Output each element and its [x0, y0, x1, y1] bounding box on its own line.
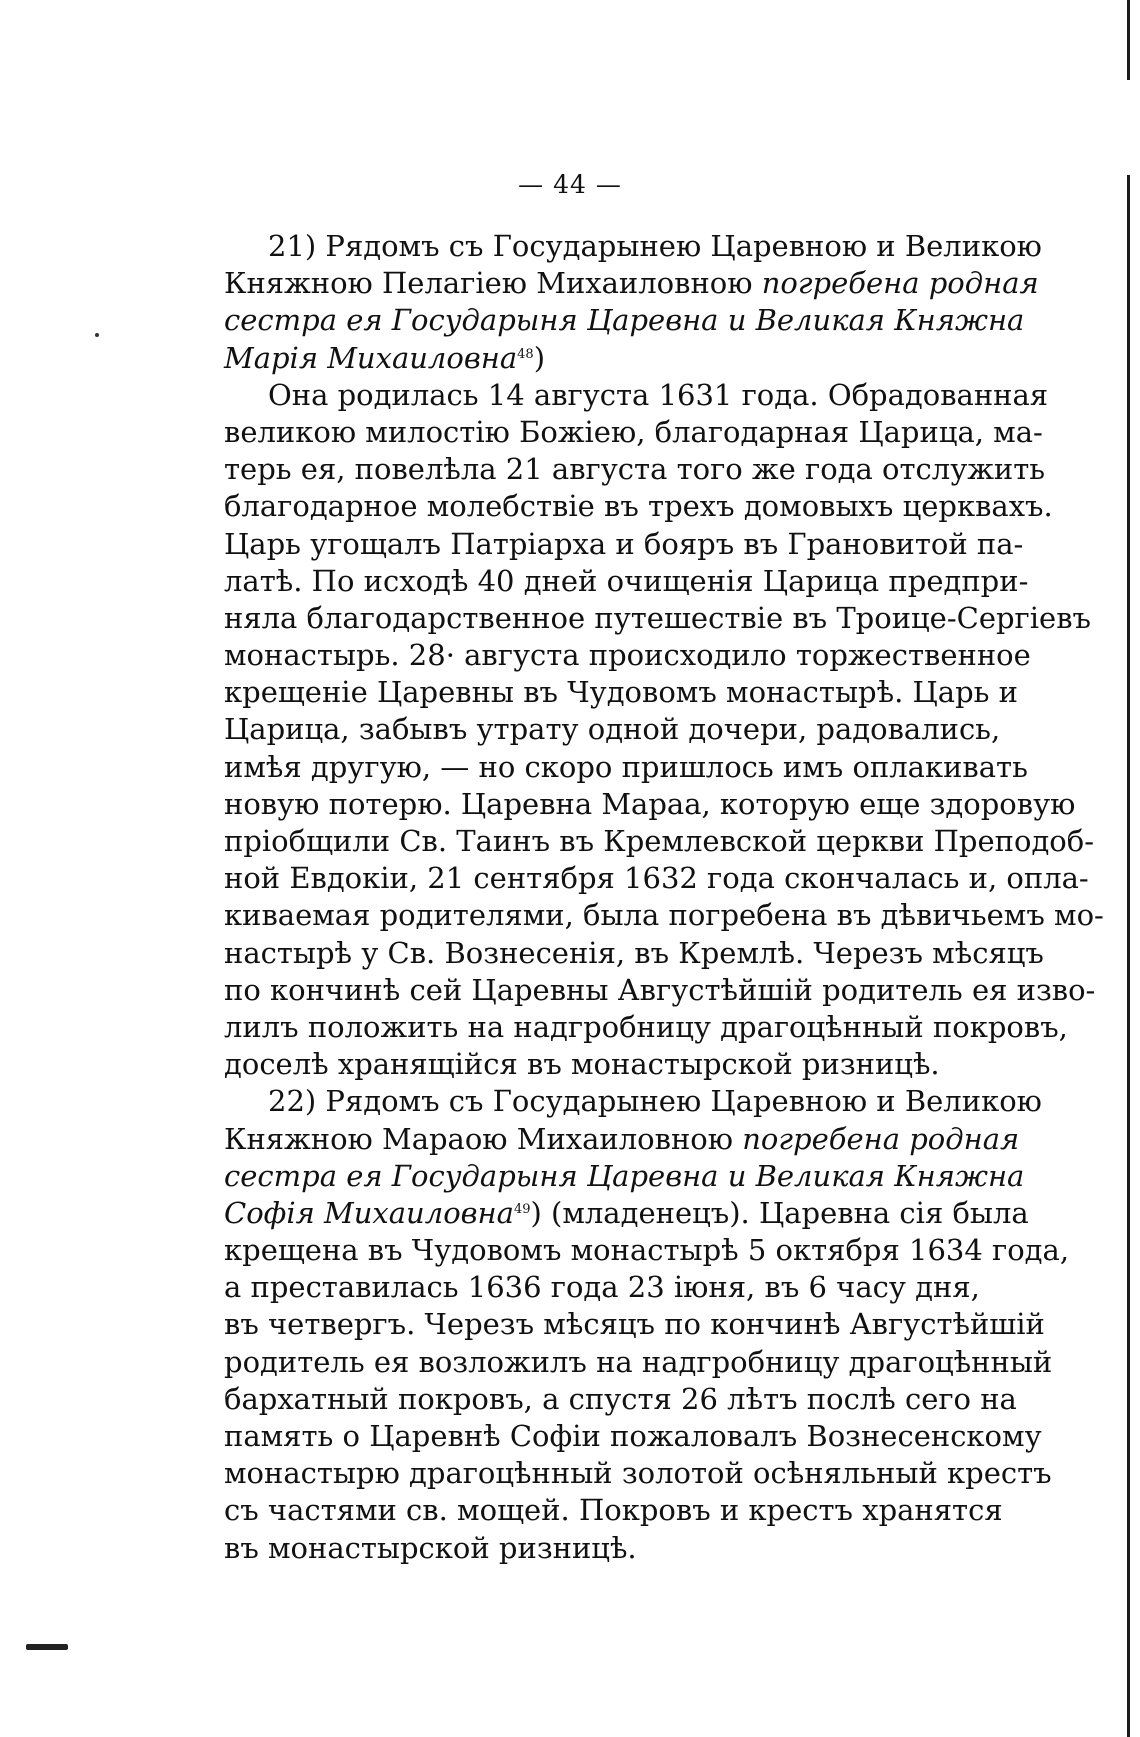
- text-line: [224, 302, 1025, 339]
- page-number: — 44 —: [518, 170, 622, 199]
- text-segment: въ четвергъ. Черезъ мѣсяцъ по кончинѣ Августѣйшій: [224, 1307, 1045, 1342]
- text-line: [224, 340, 960, 377]
- text-line: [224, 711, 1001, 748]
- page-edge-gap: [1127, 80, 1130, 175]
- text-segment: латѣ. По исходѣ 40 дней очищенія Царица предпри-: [224, 563, 1029, 598]
- text-segment: терь ея, повелѣла 21 августа того же года отслужить: [224, 452, 1046, 487]
- text-line: [224, 1492, 1003, 1529]
- text-line: [224, 1269, 980, 1306]
- text-segment: настырѣ у Св. Вознесенія, въ Кремлѣ. Черезъ мѣсяцъ: [224, 935, 1044, 970]
- text-line: [224, 377, 1049, 414]
- italic-segment: погребена родная: [742, 1121, 1020, 1156]
- text-line: [224, 1046, 960, 1083]
- text-line: [224, 935, 1044, 972]
- text-line: [224, 265, 1039, 302]
- text-segment: съ частями св. мощей. Покровъ и крестъ хранятся: [224, 1493, 1003, 1528]
- text-line: [224, 637, 1031, 674]
- text-segment: по кончинѣ сей Царевны Августѣйшій родитель ея изво-: [224, 972, 1096, 1007]
- text-column: [224, 228, 1104, 1567]
- text-segment: крещеніе Царевны въ Чудовомъ монастырѣ. Царь и: [224, 675, 1018, 710]
- text-line: [224, 1195, 1029, 1232]
- footnote-ref: 48: [517, 346, 534, 362]
- text-line: [224, 451, 1046, 488]
- text-segment: 22) Рядомъ съ Государынею Царевною и Великою: [268, 1084, 1042, 1119]
- text-line: [224, 749, 1028, 786]
- text-segment: Царица, забывъ утрату одной дочери, радовались,: [224, 712, 1001, 747]
- margin-speck: [95, 333, 99, 337]
- text-line: [224, 1083, 1042, 1120]
- text-segment: Княжною Мараою Михаиловною: [224, 1121, 743, 1156]
- text-line: [224, 1381, 1017, 1418]
- italic-segment: сестра ея Государыня Царевна и Великая Княжна: [224, 303, 1025, 338]
- text-segment: Она родилась 14 августа 1631 года. Обрадованная: [268, 377, 1049, 412]
- text-segment: доселѣ хранящійся въ монастырской ризницѣ.: [224, 1047, 940, 1082]
- text-line: [224, 228, 1042, 265]
- text-segment: а преставилась 1636 года 23 іюня, въ 6 часу дня,: [224, 1270, 980, 1305]
- text-segment: имѣя другую, — но скоро пришлось имъ оплакивать: [224, 749, 1028, 784]
- italic-segment: погребена родная: [761, 266, 1039, 301]
- text-line: [224, 1530, 960, 1567]
- text-line: [224, 414, 1043, 451]
- text-line: [224, 1232, 1070, 1269]
- text-segment: родитель ея возложилъ на надгробницу драгоцѣнный: [224, 1344, 1053, 1379]
- text-line: [224, 972, 1096, 1009]
- text-segment: ): [533, 340, 546, 375]
- text-segment: благодарное молебствіе въ трехъ домовыхъ церквахъ.: [224, 489, 1053, 524]
- text-segment: крещена въ Чудовомъ монастырѣ 5 октября 1634 года,: [224, 1233, 1070, 1268]
- text-segment: 21) Рядомъ съ Государынею Царевною и Великою: [268, 229, 1042, 263]
- text-line: [224, 526, 1024, 563]
- text-line: [224, 1009, 1068, 1046]
- text-line: [224, 600, 1091, 637]
- text-segment: ной Евдокіи, 21 сентября 1632 года скончалась и, опла-: [224, 861, 1089, 896]
- text-segment: пріобщили Св. Таинъ въ Кремлевской церкви Преподоб-: [224, 824, 1095, 858]
- italic-segment: Марія Михаиловна: [224, 340, 518, 375]
- text-line: [224, 674, 1018, 711]
- text-segment: Княжною Пелагіею Михаиловною: [224, 266, 762, 301]
- text-line: [224, 488, 1053, 525]
- text-line: [224, 1306, 1045, 1343]
- text-segment: новую потерю. Царевна Мараа, которую еще здоровую: [224, 786, 1076, 821]
- text-segment: лилъ положить на надгробницу драгоцѣнный покровъ,: [224, 1009, 1068, 1044]
- text-segment: няла благодарственное путешествіе въ Троице-Сергіевъ: [224, 600, 1091, 635]
- text-segment: память о Царевнѣ Софіи пожаловалъ Вознесенскому: [224, 1419, 1042, 1453]
- text-line: [224, 1344, 1053, 1381]
- text-line: [224, 1121, 1020, 1158]
- text-line: [224, 897, 1104, 934]
- text-line: [224, 1158, 1025, 1195]
- italic-segment: Софія Михаиловна: [224, 1195, 514, 1230]
- text-segment: киваемая родителями, была погребена въ дѣвичьемъ мо-: [224, 898, 1104, 933]
- text-segment: бархатный покровъ, а спустя 26 лѣтъ послѣ сего на: [224, 1381, 1017, 1416]
- footnote-ref: 49: [513, 1201, 531, 1217]
- text-line: [224, 786, 1076, 823]
- page-edge-line: [1127, 0, 1130, 1737]
- text-segment: монастырю драгоцѣнный золотой осѣняльный крестъ: [224, 1456, 1052, 1491]
- text-line: [224, 860, 1089, 897]
- text-line: [224, 1418, 1042, 1455]
- italic-segment: сестра ея Государыня Царевна и Великая Княжна: [224, 1158, 1025, 1193]
- margin-mark: [26, 1644, 68, 1650]
- text-line: [224, 823, 1095, 860]
- text-line: [224, 563, 1029, 600]
- text-segment: ) (младенецъ). Царевна сія была: [530, 1195, 1029, 1230]
- text-segment: монастырь. 28· августа происходило торжественное: [224, 638, 1031, 673]
- text-line: [224, 1455, 1052, 1492]
- text-segment: въ монастырской ризницѣ.: [224, 1530, 637, 1565]
- text-segment: великою милостію Божіею, благодарная Царица, ма-: [224, 414, 1043, 449]
- text-segment: Царь угощалъ Патріарха и бояръ въ Грановитой па-: [224, 526, 1024, 561]
